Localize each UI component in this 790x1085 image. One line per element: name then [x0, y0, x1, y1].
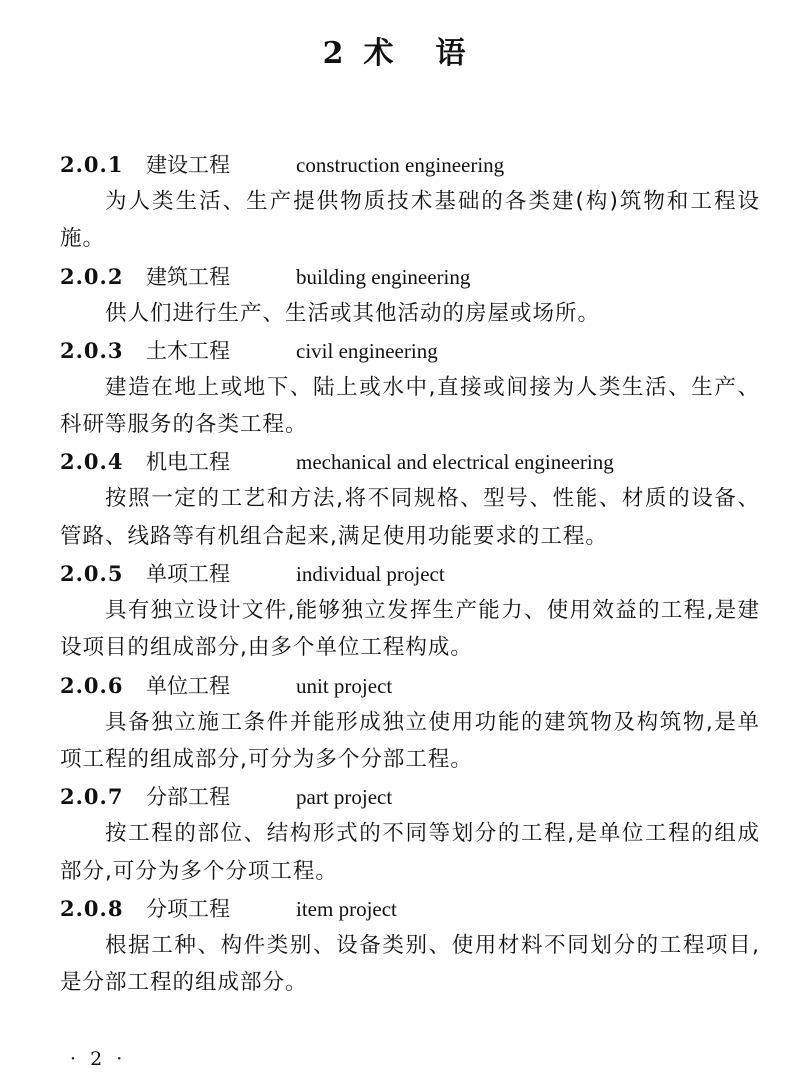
page-number: · 2 ·	[70, 1048, 127, 1070]
term-number: 2.0.8	[60, 895, 124, 921]
terms-list	[60, 146, 760, 1001]
term-number: 2.0.5	[60, 561, 124, 587]
term-entry	[60, 667, 760, 779]
term-definition: 具备独立施工条件并能形成独立使用功能的建筑物及构筑物,是单项工程的组成部分,可分为多个分部工程。	[60, 709, 760, 772]
term-entry	[60, 258, 760, 332]
term-heading	[60, 778, 760, 815]
term-chinese: 单位工程	[146, 673, 230, 698]
page-title	[0, 28, 790, 72]
chapter-number: 2	[322, 36, 346, 71]
term-number: 2.0.7	[60, 784, 124, 810]
term-entry	[60, 555, 760, 667]
term-chinese: 分项工程	[146, 896, 230, 921]
term-english: individual project	[296, 562, 445, 587]
term-entry	[60, 778, 760, 890]
term-entry	[60, 332, 760, 444]
term-entry	[60, 146, 760, 258]
term-definition: 按照一定的工艺和方法,将不同规格、型号、性能、材质的设备、管路、线路等有机组合起来,满足使用功能要求的工程。	[60, 486, 760, 549]
term-heading	[60, 555, 760, 592]
term-definition: 按工程的部位、结构形式的不同等划分的工程,是单位工程的组成部分,可分为多个分项工程。	[60, 821, 760, 884]
term-heading	[60, 890, 760, 927]
term-chinese: 分部工程	[146, 785, 230, 810]
term-english: part project	[296, 785, 393, 810]
term-number: 2.0.2	[60, 263, 124, 289]
chapter-title-part2: 语	[435, 36, 468, 71]
term-english: unit project	[296, 673, 393, 698]
term-chinese: 机电工程	[146, 450, 230, 475]
term-chinese: 单项工程	[146, 562, 230, 587]
term-heading	[60, 443, 760, 480]
term-definition: 具有独立设计文件,能够独立发挥生产能力、使用效益的工程,是建设项目的组成部分,由多个单位工程构成。	[60, 598, 760, 661]
term-english: construction engineering	[296, 153, 505, 177]
term-heading	[60, 667, 760, 704]
chapter-title-part1: 术	[363, 36, 396, 71]
term-english: civil engineering	[296, 338, 438, 363]
term-chinese: 土木工程	[146, 338, 230, 363]
term-heading	[60, 332, 760, 369]
term-english: mechanical and electrical engineering	[296, 450, 614, 475]
term-number: 2.0.3	[60, 337, 124, 363]
term-number: 2.0.6	[60, 672, 124, 698]
term-definition: 为人类生活、生产提供物质技术基础的各类建(构)筑物和工程设施。	[60, 189, 760, 252]
term-definition: 供人们进行生产、生活或其他活动的房屋或场所。	[105, 300, 601, 326]
term-chinese: 建筑工程	[146, 264, 230, 289]
term-definition: 根据工种、构件类别、设备类别、使用材料不同划分的工程项目,是分部工程的组成部分。	[60, 932, 760, 996]
term-definition: 建造在地上或地下、陆上或水中,直接或间接为人类生活、生产、科研等服务的各类工程。	[60, 374, 760, 438]
term-chinese: 建设工程	[146, 153, 230, 177]
term-number: 2.0.4	[60, 449, 124, 475]
term-number: 2.0.1	[60, 152, 124, 177]
term-entry	[60, 443, 760, 555]
term-heading	[60, 258, 760, 295]
term-heading	[60, 146, 760, 183]
term-english: building engineering	[296, 264, 471, 289]
term-entry	[60, 890, 760, 1002]
term-english: item project	[296, 896, 397, 921]
